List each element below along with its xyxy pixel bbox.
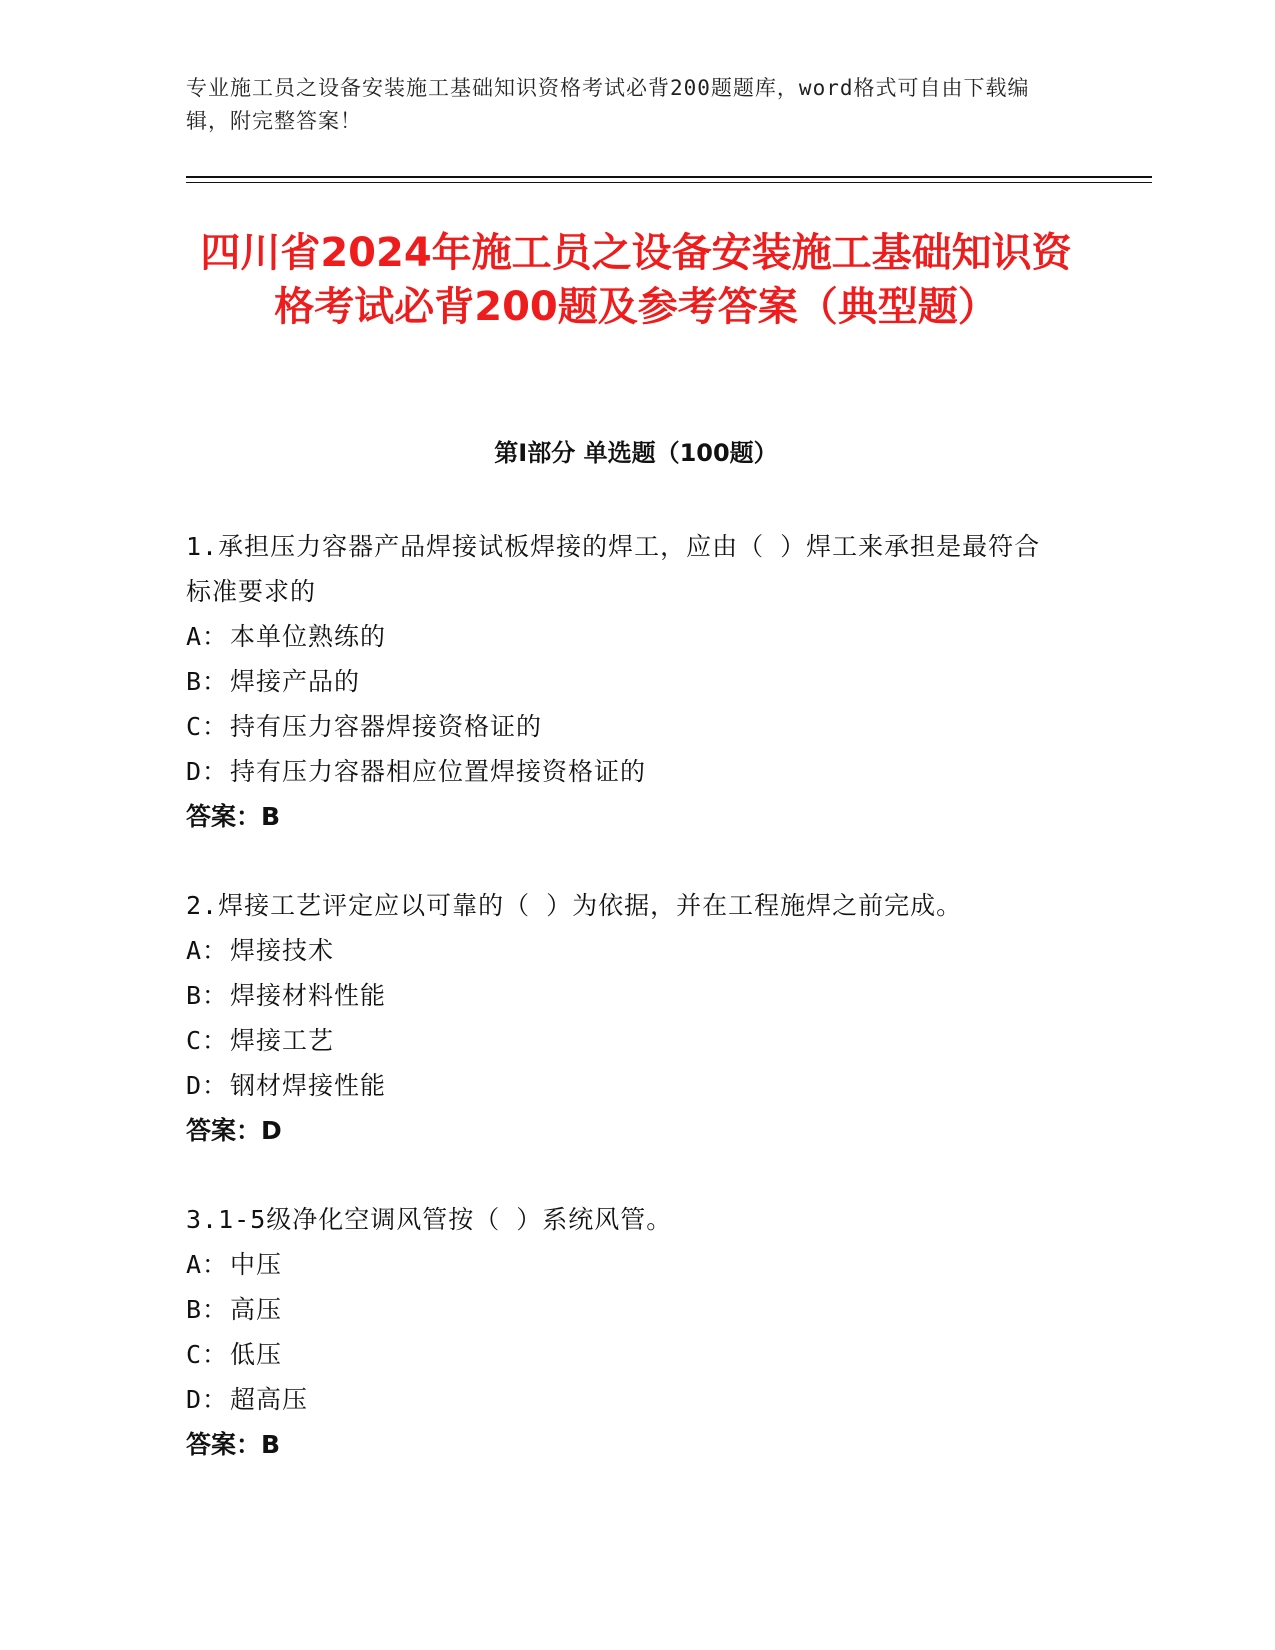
- question-1: [186, 524, 1086, 839]
- option-text: 超高压: [230, 1385, 309, 1414]
- option-a: [186, 614, 1086, 659]
- question-3: [186, 1197, 1086, 1467]
- question-stem: 1.承担压力容器产品焊接试板焊接的焊工，应由（ ）焊工来承担是最符合标准要求的: [186, 532, 1041, 606]
- answer-line: 答案：B: [186, 802, 281, 831]
- option-c: [186, 1018, 1086, 1063]
- question-stem: 3.1-5级净化空调风管按（ ）系统风管。: [186, 1205, 673, 1234]
- header-note: 专业施工员之设备安装施工基础知识资格考试必背200题题库，word格式可自由下载编辑，附完整答案！: [186, 76, 1030, 133]
- option-text: 钢材焊接性能: [230, 1071, 387, 1100]
- header-rule-thin: [186, 182, 1152, 183]
- option-b: [186, 659, 1086, 704]
- option-text: 高压: [230, 1295, 283, 1324]
- option-b: [186, 1287, 1086, 1332]
- answer-line: 答案：D: [186, 1116, 282, 1145]
- option-letter: D：: [186, 1071, 229, 1100]
- option-letter: C：: [186, 1340, 229, 1369]
- option-d: [186, 749, 1086, 794]
- option-b: [186, 973, 1086, 1018]
- option-a: [186, 928, 1086, 973]
- header-rule-thick: [186, 176, 1152, 178]
- option-c: [186, 704, 1086, 749]
- option-letter: C：: [186, 1026, 229, 1055]
- document-title: 四川省2024年施工员之设备安装施工基础知识资格考试必背200题及参考答案（典型题）: [200, 230, 1072, 330]
- option-a: [186, 1242, 1086, 1287]
- option-d: [186, 1377, 1086, 1422]
- option-letter: D：: [186, 1385, 229, 1414]
- option-text: 持有压力容器焊接资格证的: [230, 712, 543, 741]
- option-text: 焊接工艺: [230, 1026, 335, 1055]
- option-letter: A：: [186, 1250, 229, 1279]
- option-text: 中压: [230, 1250, 283, 1279]
- option-text: 焊接产品的: [230, 667, 361, 696]
- option-letter: B：: [186, 1295, 229, 1324]
- question-stem: 2.焊接工艺评定应以可靠的（ ）为依据，并在工程施焊之前完成。: [186, 891, 963, 920]
- option-letter: A：: [186, 936, 229, 965]
- question-2: [186, 883, 1086, 1153]
- option-letter: D：: [186, 757, 229, 786]
- option-letter: A：: [186, 622, 229, 651]
- option-text: 本单位熟练的: [230, 622, 387, 651]
- option-c: [186, 1332, 1086, 1377]
- option-letter: C：: [186, 712, 229, 741]
- option-letter: B：: [186, 981, 229, 1010]
- option-text: 焊接技术: [230, 936, 335, 965]
- option-text: 焊接材料性能: [230, 981, 387, 1010]
- option-text: 低压: [230, 1340, 283, 1369]
- option-text: 持有压力容器相应位置焊接资格证的: [230, 757, 647, 786]
- question-list: [186, 524, 1086, 1511]
- section-heading: 第I部分 单选题（100题）: [494, 439, 778, 467]
- answer-line: 答案：B: [186, 1430, 281, 1459]
- option-d: [186, 1063, 1086, 1108]
- option-letter: B：: [186, 667, 229, 696]
